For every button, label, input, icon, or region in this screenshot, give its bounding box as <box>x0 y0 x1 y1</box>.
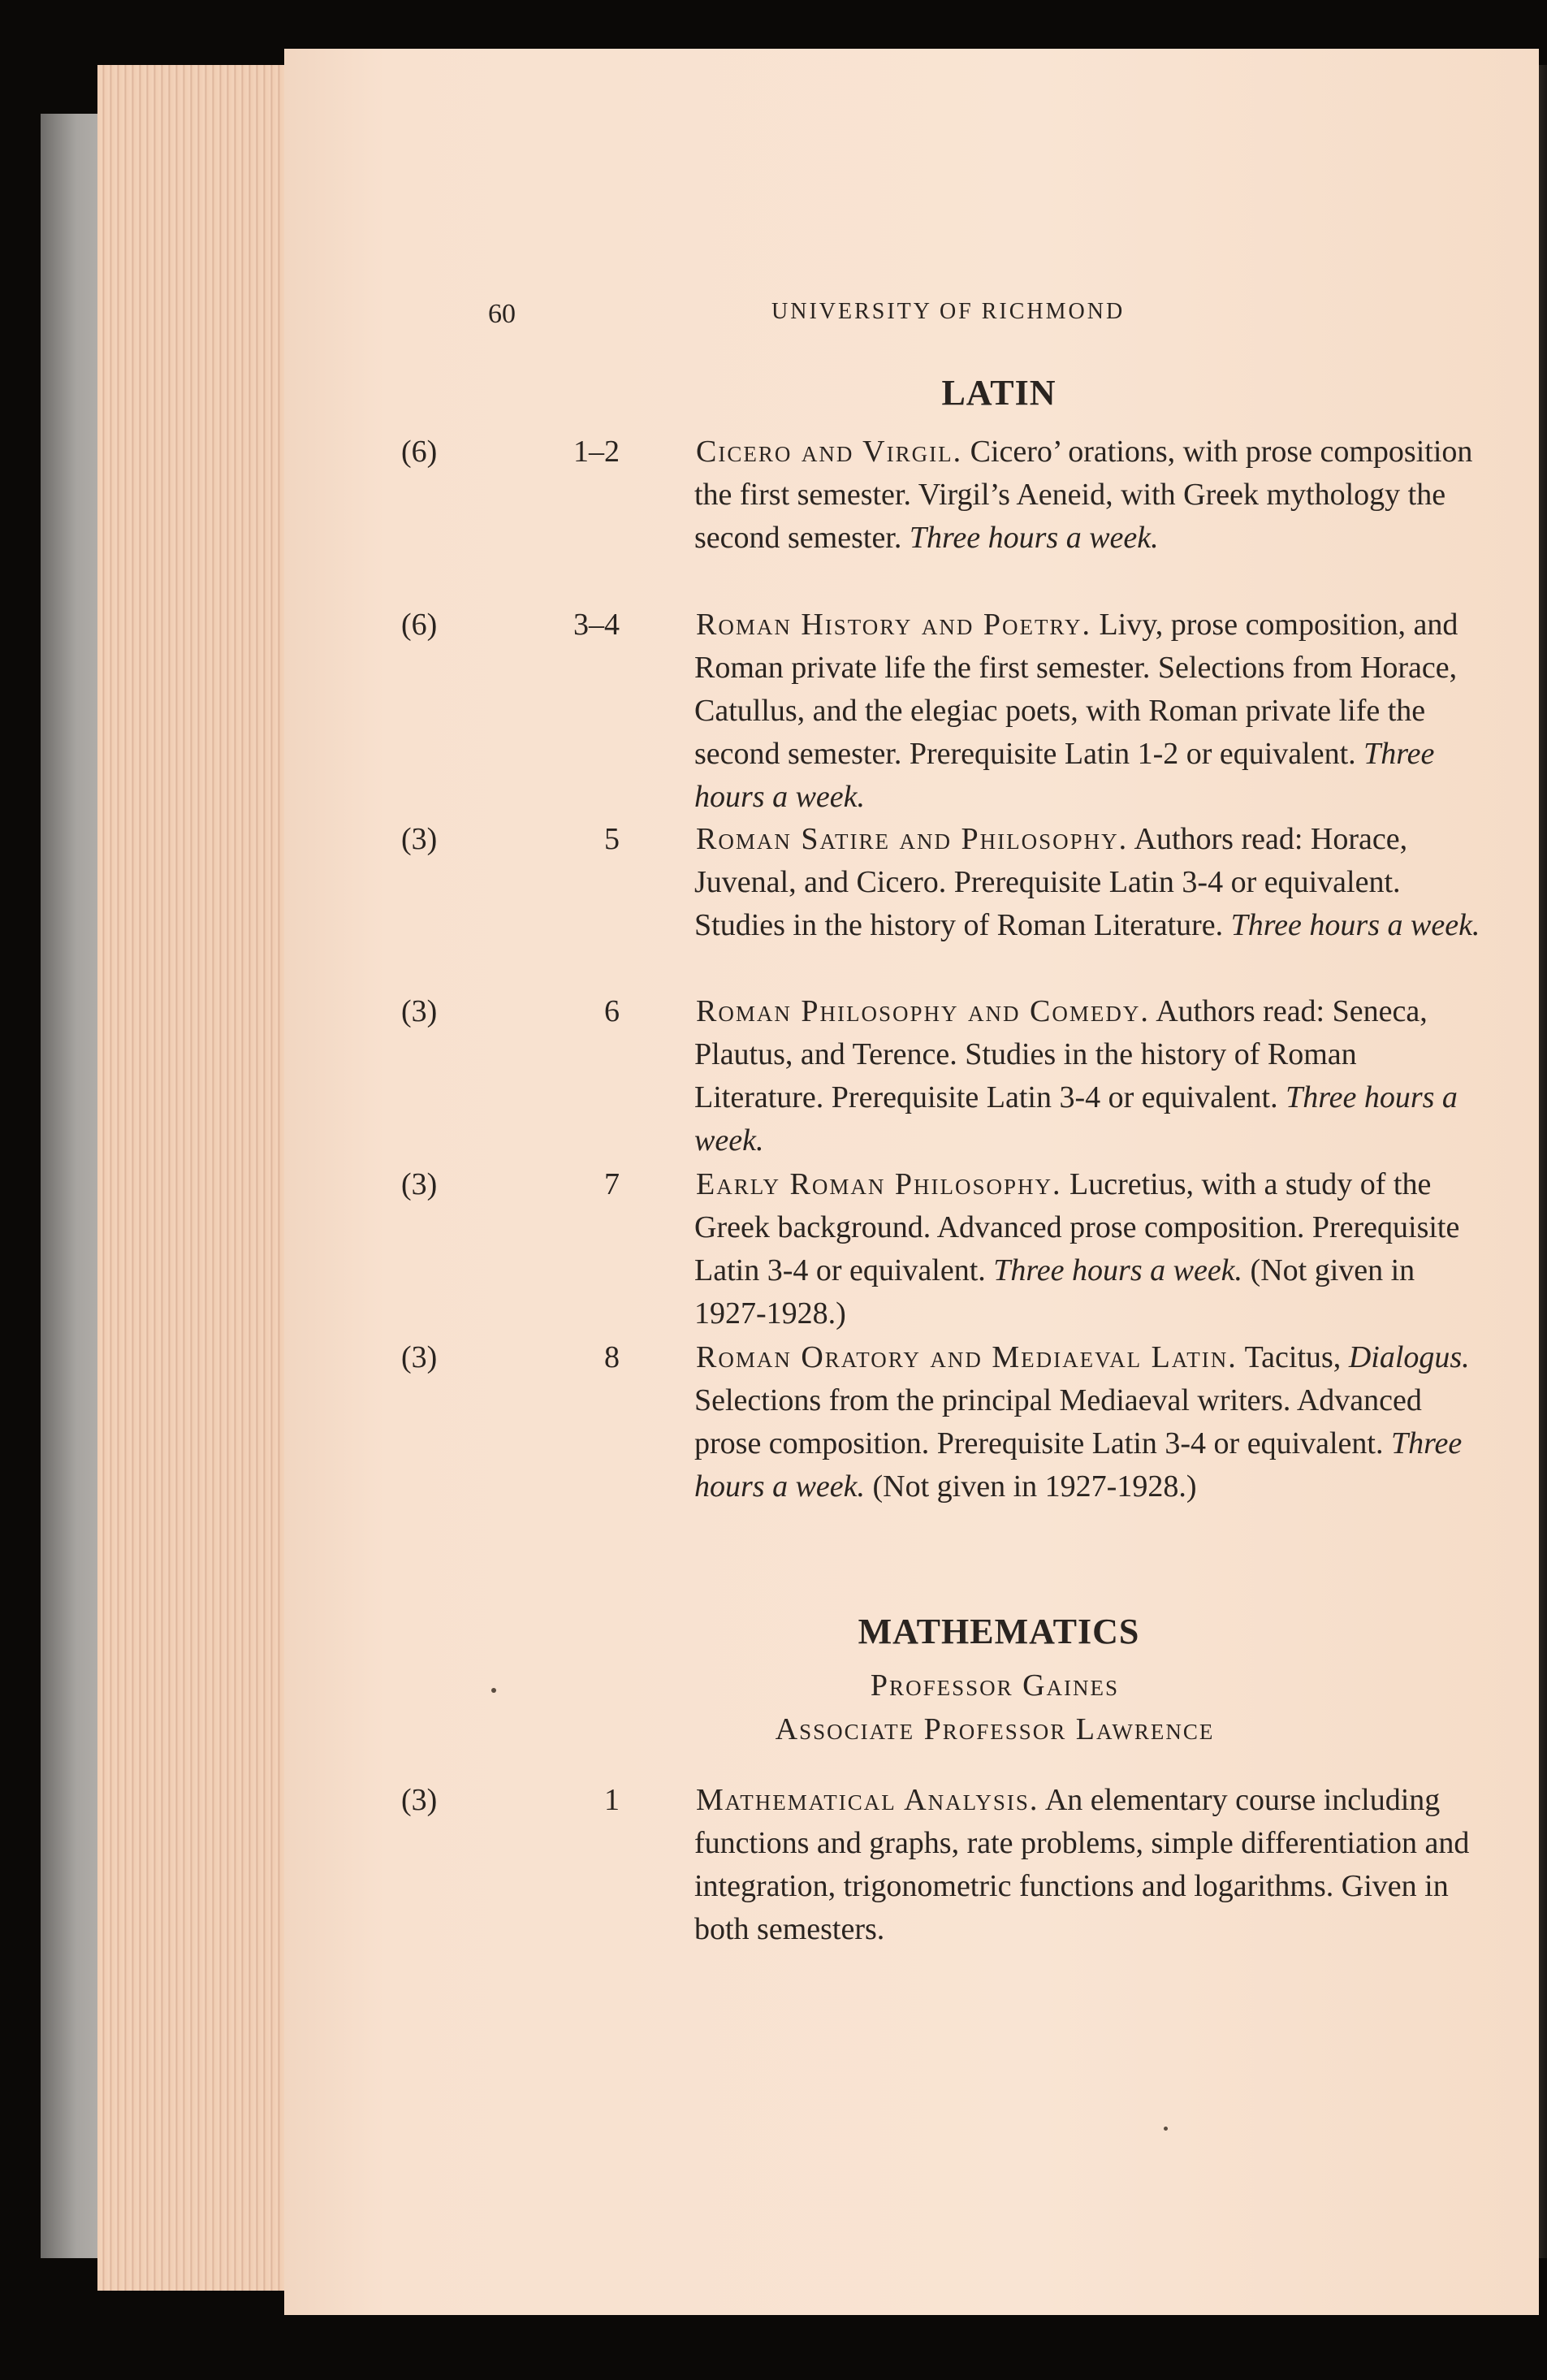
course-note: (Not given in 1927-1928.) <box>865 1469 1197 1504</box>
course-credits: (3) <box>401 1340 438 1374</box>
course-entry <box>401 818 1486 947</box>
course-paragraph <box>401 818 1486 947</box>
course-description: Lucretius, with a study of the Greek background. Advanced prose composition. Prerequisite Latin 3-4 or equivalent. <box>694 1167 1460 1287</box>
course-paragraph <box>401 1163 1486 1335</box>
course-work-title: Dialogus. <box>1348 1340 1470 1374</box>
course-entry <box>401 1779 1486 1951</box>
course-number: 7 <box>604 1167 620 1201</box>
course-number: 3–4 <box>573 608 620 642</box>
course-hours: Three hours a week. <box>1230 908 1480 942</box>
course-hours: Three hours a week. <box>909 521 1159 555</box>
course-number: 6 <box>604 994 620 1028</box>
course-hours: Three hours a week. <box>694 1080 1458 1158</box>
latin-heading: LATIN <box>941 373 1057 413</box>
course-paragraph <box>401 431 1486 560</box>
course-hours: Three hours a week. <box>993 1253 1243 1287</box>
course-entry <box>401 1336 1486 1508</box>
course-title: Roman History and Poetry. <box>696 608 1091 642</box>
course-hours: Three hours a week. <box>694 1426 1463 1504</box>
course-number: 1–2 <box>573 435 620 469</box>
course-entry <box>401 1163 1486 1335</box>
course-number: 1 <box>604 1783 620 1817</box>
course-title: Early Roman Philosophy. <box>696 1167 1062 1201</box>
course-paragraph <box>401 604 1486 819</box>
course-description: Tacitus, <box>1237 1340 1349 1374</box>
course-description: An elementary course including functions and graphs, rate problems, simple differentiation and integration, trigonometric functions and logarithms. Given in both semesters. <box>694 1783 1470 1946</box>
course-title: Roman Oratory and Mediaeval Latin. <box>696 1340 1238 1374</box>
running-title: UNIVERSITY OF RICHMOND <box>771 299 1126 324</box>
course-entry <box>401 604 1486 819</box>
course-title: Mathematical Analysis. <box>696 1783 1039 1817</box>
course-title: Roman Philosophy and Comedy. <box>696 994 1150 1028</box>
course-credits: (3) <box>401 994 438 1028</box>
course-title: Cicero and Virgil. <box>696 435 963 469</box>
course-description: Livy, prose composition, and Roman private life the first semester. Selections from Horace, Catullus, and the elegiac poets, with Roman private life the second semester. Prerequisite Latin 1-2 or equivalent. <box>694 608 1458 771</box>
professor: Professor Gaines <box>870 1668 1120 1703</box>
course-paragraph <box>401 1779 1486 1951</box>
course-description: Cicero’ orations, with prose composition the first semester. Virgil’s Aeneid, with Greek mythology the second semester. <box>694 435 1473 555</box>
course-paragraph <box>401 1336 1486 1508</box>
course-credits: (3) <box>401 1783 438 1817</box>
course-credits: (6) <box>401 608 438 642</box>
course-paragraph <box>401 990 1486 1162</box>
course-description: Authors read: Seneca, Plautus, and Terence. Studies in the history of Roman Literature. Prerequisite Latin 3-4 or equivalent. <box>694 994 1428 1114</box>
course-credits: (6) <box>401 435 438 469</box>
course-title: Roman Satire and Philosophy. <box>696 822 1129 856</box>
associate-professor: Associate Professor Lawrence <box>775 1712 1215 1746</box>
course-credits: (3) <box>401 1167 438 1201</box>
course-number: 8 <box>604 1340 620 1374</box>
course-description: Authors read: Horace, Juvenal, and Cicero. Prerequisite Latin 3-4 or equivalent. Studies in the history of Roman Literature. <box>694 822 1408 942</box>
course-credits: (3) <box>401 822 438 856</box>
course-number: 5 <box>604 822 620 856</box>
stray-mark <box>491 1688 496 1693</box>
page-number: 60 <box>488 299 516 329</box>
course-entry <box>401 990 1486 1162</box>
course-description: Selections from the principal Mediaeval writers. Advanced prose composition. Prerequisite Latin 3-4 or equivalent. <box>694 1383 1422 1460</box>
stray-mark <box>1164 2127 1168 2131</box>
course-note: (Not given in 1927-1928.) <box>694 1253 1415 1331</box>
mathematics-heading: MATHEMATICS <box>858 1612 1140 1651</box>
course-hours: Three hours a week. <box>694 737 1435 814</box>
course-entry <box>401 431 1486 560</box>
